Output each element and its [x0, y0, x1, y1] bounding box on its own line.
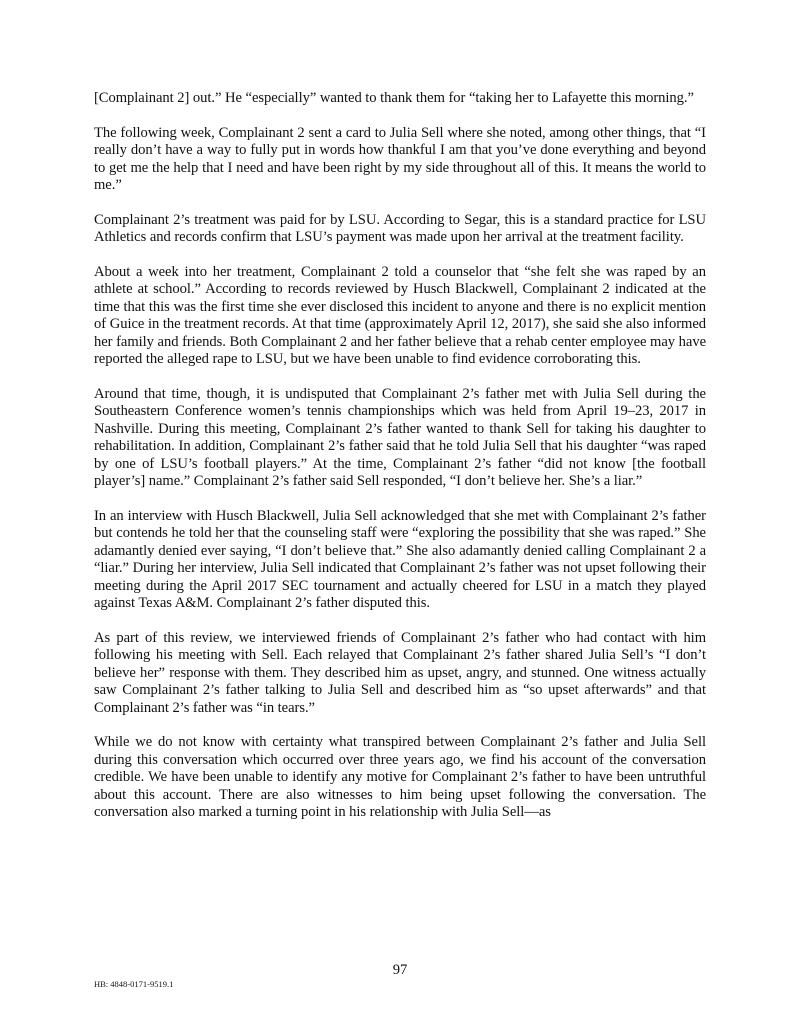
- paragraph-1: [Complainant 2] out.” He “especially” wanted to thank them for “taking her to Lafayette this morning.”: [94, 90, 694, 106]
- document-body: [94, 90, 706, 839]
- paragraph-2: The following week, Complainant 2 sent a card to Julia Sell where she noted, among other things, that “I really don’t have a way to fully put in words how thankful I am that you’ve done everything and beyond to get me the help that I need and have been right by my side throughout all of this. It means the world to me.”: [94, 124, 706, 193]
- paragraph-6: In an interview with Husch Blackwell, Julia Sell acknowledged that she met with Complainant 2’s father but contends he told her that the counseling staff were “exploring the possibility that she was raped.” She adamantly denied ever saying, “I don’t believe that.” She also adamantly denied calling Complainant 2 a “liar.” During her interview, Julia Sell indicated that Complainant 2’s father was not upset following their meeting during the April 2017 SEC tournament and actually cheered for LSU in a match they played against Texas A&M. Complainant 2’s father disputed this.: [94, 507, 706, 611]
- paragraph-4: About a week into her treatment, Complainant 2 told a counselor that “she felt she was raped by an athlete at school.” According to records reviewed by Husch Blackwell, Complainant 2 indicated at the time that this was the first time she ever disclosed this incident to anyone and there is no explicit mention of Guice in the treatment records. At that time (approximately April 12, 2017), she said she also informed her family and friends. Both Complainant 2 and her father believe that a rehab center employee may have reported the alleged rape to LSU, but we have been unable to find evidence corroborating this.: [94, 263, 706, 367]
- paragraph-5: Around that time, though, it is undisputed that Complainant 2’s father met with Julia Sell during the Southeastern Conference women’s tennis championships which was held from April 19–23, 2017 in Nashville. During this meeting, Complainant 2’s father wanted to thank Sell for taking his daughter to rehabilitation. In addition, Complainant 2’s father said that he told Julia Sell that his daughter “was raped by one of LSU’s football players.” At the time, Complainant 2’s father “did not know [the football player’s] name.” Complainant 2’s father said Sell responded, “I don’t believe her. She’s a liar.”: [94, 385, 706, 489]
- paragraph-8: While we do not know with certainty what transpired between Complainant 2’s father and Julia Sell during this conversation which occurred over three years ago, we find his account of the conversation credible. We have been unable to identify any motive for Complainant 2’s father to have been untruthful about this account. There are also witnesses to him being upset following the conversation. The conversation also marked a turning point in his relationship with Julia Sell—as: [94, 734, 706, 820]
- paragraph-3: Complainant 2’s treatment was paid for by LSU. According to Segar, this is a standard practice for LSU Athletics and records confirm that LSU’s payment was made upon her arrival at the treatment facility.: [94, 211, 706, 245]
- document-id-footer: HB: 4848-0171-9519.1: [94, 979, 174, 989]
- paragraph-7: As part of this review, we interviewed friends of Complainant 2’s father who had contact with him following his meeting with Sell. Each relayed that Complainant 2’s father shared Julia Sell’s “I don’t believe her” response with them. They described him as upset, angry, and stunned. One witness actually saw Complainant 2’s father talking to Julia Sell and described him as “so upset afterwards” and that Complainant 2’s father was “in tears.”: [94, 629, 706, 716]
- page-number: 97: [392, 962, 408, 978]
